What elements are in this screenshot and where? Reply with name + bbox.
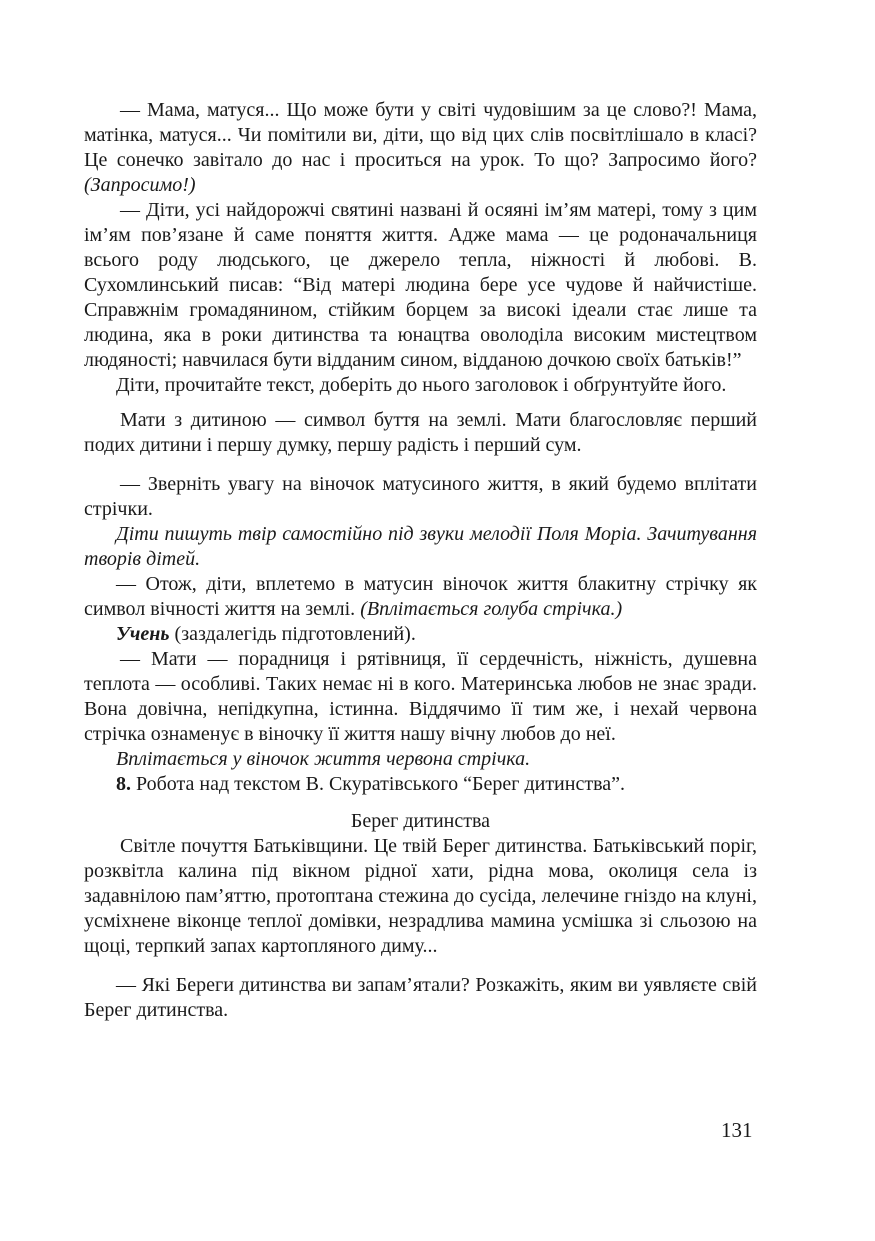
paragraph-section-8: [84, 772, 757, 797]
paragraph-stage-direction-red-ribbon: Вплітається у віночок життя червона стрічка.: [116, 748, 531, 770]
student-label: Учень: [116, 623, 170, 645]
paragraph-wreath: — Зверніть увагу на віночок матусиного життя, в який будемо вплітати стрічки.: [84, 473, 757, 520]
paragraph-childhood-shore: Світле почуття Батьківщини. Це твій Берег дитинства. Батьківський поріг, розквітла калина під вікном рідної хати, рідна мова, околиця села із задавнілою пам’яттю, протоптана стежина до сусіда, лелечине гніздо на клуні, усміхнене віконце теплої домівки, незрадлива мамина усмішка зі сльозою на щоці, терпкий запах картопляного диму...: [84, 835, 757, 957]
paragraph-text: — Мама, матуся... Що може бути у світі чудовішим за це слово?! Мама, матінка, матуся... Чи помітили ви, діти, що від цих слів посвітлішало в класі? Це сонечко завітало до нас і проситься на урок. То що? Запросимо його?: [84, 99, 757, 171]
paragraph-stage-direction-essay: Діти пишуть твір самостійно під звуки мелодії Поля Моріа. Зачитування творів дітей.: [84, 523, 757, 570]
italic-response: (Запросимо!): [84, 174, 196, 196]
paragraph-mother-advisor: — Мати — порадниця і рятівниця, її сердечність, ніжність, душевна теплота — особливі. Таких немає ні в кого. Материнська любов не знає зради. Вона довічна, непідкупна, істинна. Віддячимо її тим же, і нехай червона стрічка ознаменує в віночку її життя нашу вічну любов до неї.: [84, 648, 757, 745]
paragraph-question: — Які Береги дитинства ви запам’ятали? Розкажіть, яким ви уявляєте свій Берег дитинства.: [84, 974, 757, 1021]
italic-stage-direction: (Вплітається голуба стрічка.): [360, 598, 623, 620]
paragraph-mama-intro: [84, 98, 757, 198]
paragraph-text: Робота над текстом В. Скуратівського “Берег дитинства”.: [136, 773, 626, 795]
page-number: 131: [721, 1118, 753, 1142]
paragraph-student: [84, 622, 757, 647]
paragraph-task: Діти, прочитайте текст, доберіть до нього заголовок і обґрунтуйте його.: [116, 374, 727, 396]
paragraph-text: — Отож, діти, вплетемо в матусин віночок життя блакитну стрічку як символ вічності життя на землі.: [84, 573, 757, 620]
paragraph-sukhomlynsky-quote: — Діти, усі найдорожчі святині названі й осяяні ім’ям матері, тому з цим ім’ям пов’язане й саме поняття життя. Адже мама — це родоначальниця всього роду людського, це джерело тепла, ніжності й любові. В. Сухомлинський писав: “Від матері людина бере усе чудове й найчистіше. Справжнім громадянином, стійким борцем за високі ідеали стає лише та людина, яка в роки дитинства та юнацтва оволоділа високим мистецтвом людяності; навчилася бути відданим сином, відданою дочкою своїх батьків!”: [84, 199, 757, 371]
paragraph-mother-symbol: Мати з дитиною — символ буття на землі. Мати благословляє перший подих дитини і першу думку, першу радість і перший сум.: [84, 409, 757, 456]
text-heading: Берег дитинства: [350, 810, 491, 832]
paragraph-text: (заздалегідь підготовлений).: [174, 623, 416, 645]
section-number: 8.: [116, 773, 131, 795]
paragraph-blue-ribbon: [84, 572, 757, 622]
page-content: [84, 98, 757, 1023]
